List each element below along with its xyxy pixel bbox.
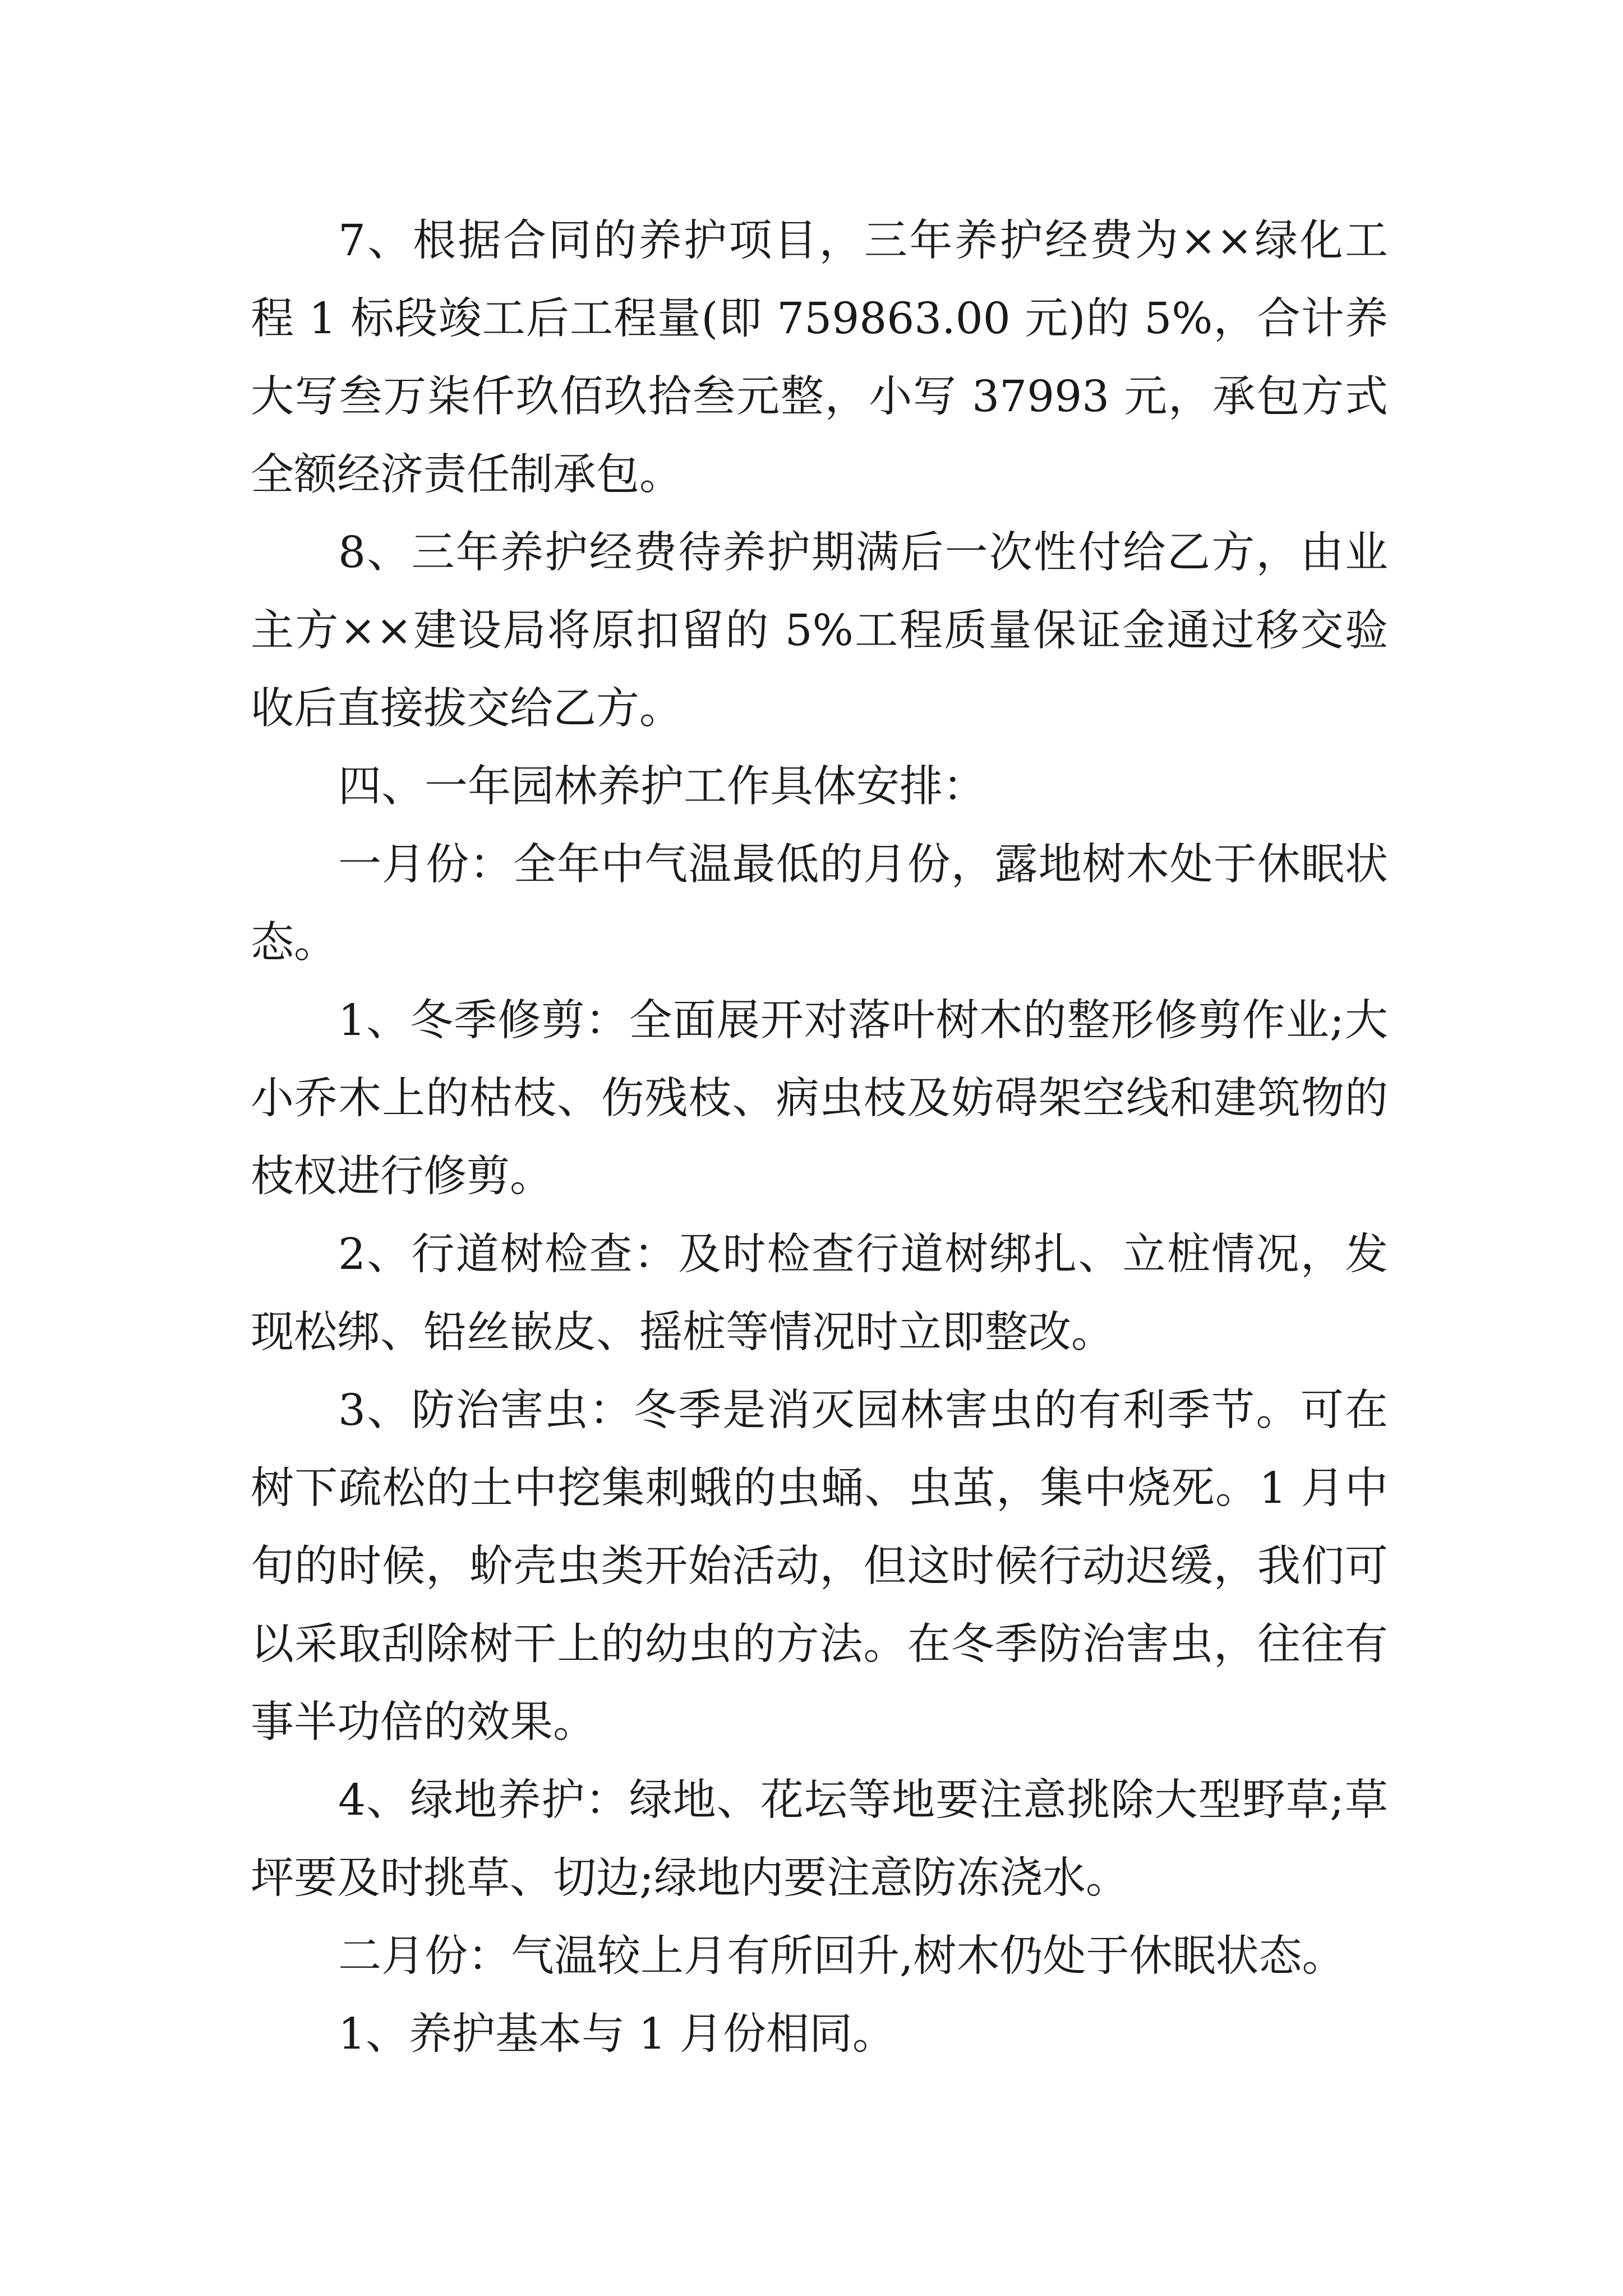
text-line: 二月份：气温较上月有所回升,树木仍处于休眠状态。 (338, 1931, 1345, 1981)
text-line: 2、行道树检查：及时检查行道树绑扎、立桩情况，发 (338, 1230, 1388, 1280)
paragraph-maintenance-fee (251, 202, 1388, 514)
text-line: 1、养护基本与 1 月份相同。 (338, 2009, 896, 2059)
paragraph-winter-pruning (251, 982, 1388, 1216)
text-line: 以采取刮除树干上的幼虫的方法。在冬季防治害虫，往往有 (251, 1619, 1388, 1669)
paragraph-green-space (251, 1761, 1388, 1917)
text-line: 坪要及时挑草、切边;绿地内要注意防冻浇水。 (251, 1853, 1129, 1903)
text-line: 枝杈进行修剪。 (251, 1152, 553, 1202)
text-line: 态。 (251, 918, 337, 968)
document-body (251, 202, 1388, 2073)
text-line: 树下疏松的土中挖集刺蛾的虫蛹、虫茧，集中烧死。1 月中 (251, 1464, 1388, 1513)
paragraph-pest-control (251, 1372, 1388, 1761)
text-line: 4、绿地养护：绿地、花坛等地要注意挑除大型野草;草 (338, 1775, 1388, 1825)
text-line: 事半功倍的效果。 (251, 1697, 596, 1747)
paragraph-street-tree-check (251, 1216, 1388, 1372)
text-line: 一月份：全年中气温最低的月份，露地树木处于休眠状 (338, 840, 1388, 890)
paragraph-february-item-1 (251, 1995, 1388, 2073)
text-line: 四、一年园林养护工作具体安排： (338, 762, 986, 812)
text-line: 1、冬季修剪：全面展开对落叶树木的整形修剪作业;大 (338, 996, 1388, 1046)
section-heading (251, 748, 1388, 826)
text-line: 全额经济责任制承包。 (251, 450, 683, 500)
text-line: 主方××建设局将原扣留的 5%工程质量保证金通过移交验 (251, 606, 1388, 656)
text-line: 8、三年养护经费待养护期满后一次性付给乙方，由业 (338, 528, 1388, 578)
text-line: 旬的时候，蚧壳虫类开始活动，但这时候行动迟缓，我们可 (251, 1542, 1388, 1591)
text-line: 收后直接拔交给乙方。 (251, 684, 683, 734)
text-line: 现松绑、铅丝嵌皮、摇桩等情况时立即整改。 (251, 1308, 1114, 1358)
text-line: 3、防治害虫：冬季是消灭园林害虫的有利季节。可在 (338, 1386, 1388, 1435)
text-line: 小乔木上的枯枝、伤残枝、病虫枝及妨碍架空线和建筑物的 (251, 1074, 1388, 1124)
text-line: 大写叁万柒仟玖佰玖拾叁元整，小写 37993 元，承包方式 (251, 372, 1388, 422)
text-line: 7、根据合同的养护项目，三年养护经费为××绿化工 (338, 216, 1388, 266)
text-line: 程 1 标段竣工后工程量(即 759863.00 元)的 5%，合计养 (251, 294, 1388, 344)
paragraph-january (251, 826, 1388, 982)
paragraph-february (251, 1917, 1388, 1995)
paragraph-payment (251, 514, 1388, 748)
